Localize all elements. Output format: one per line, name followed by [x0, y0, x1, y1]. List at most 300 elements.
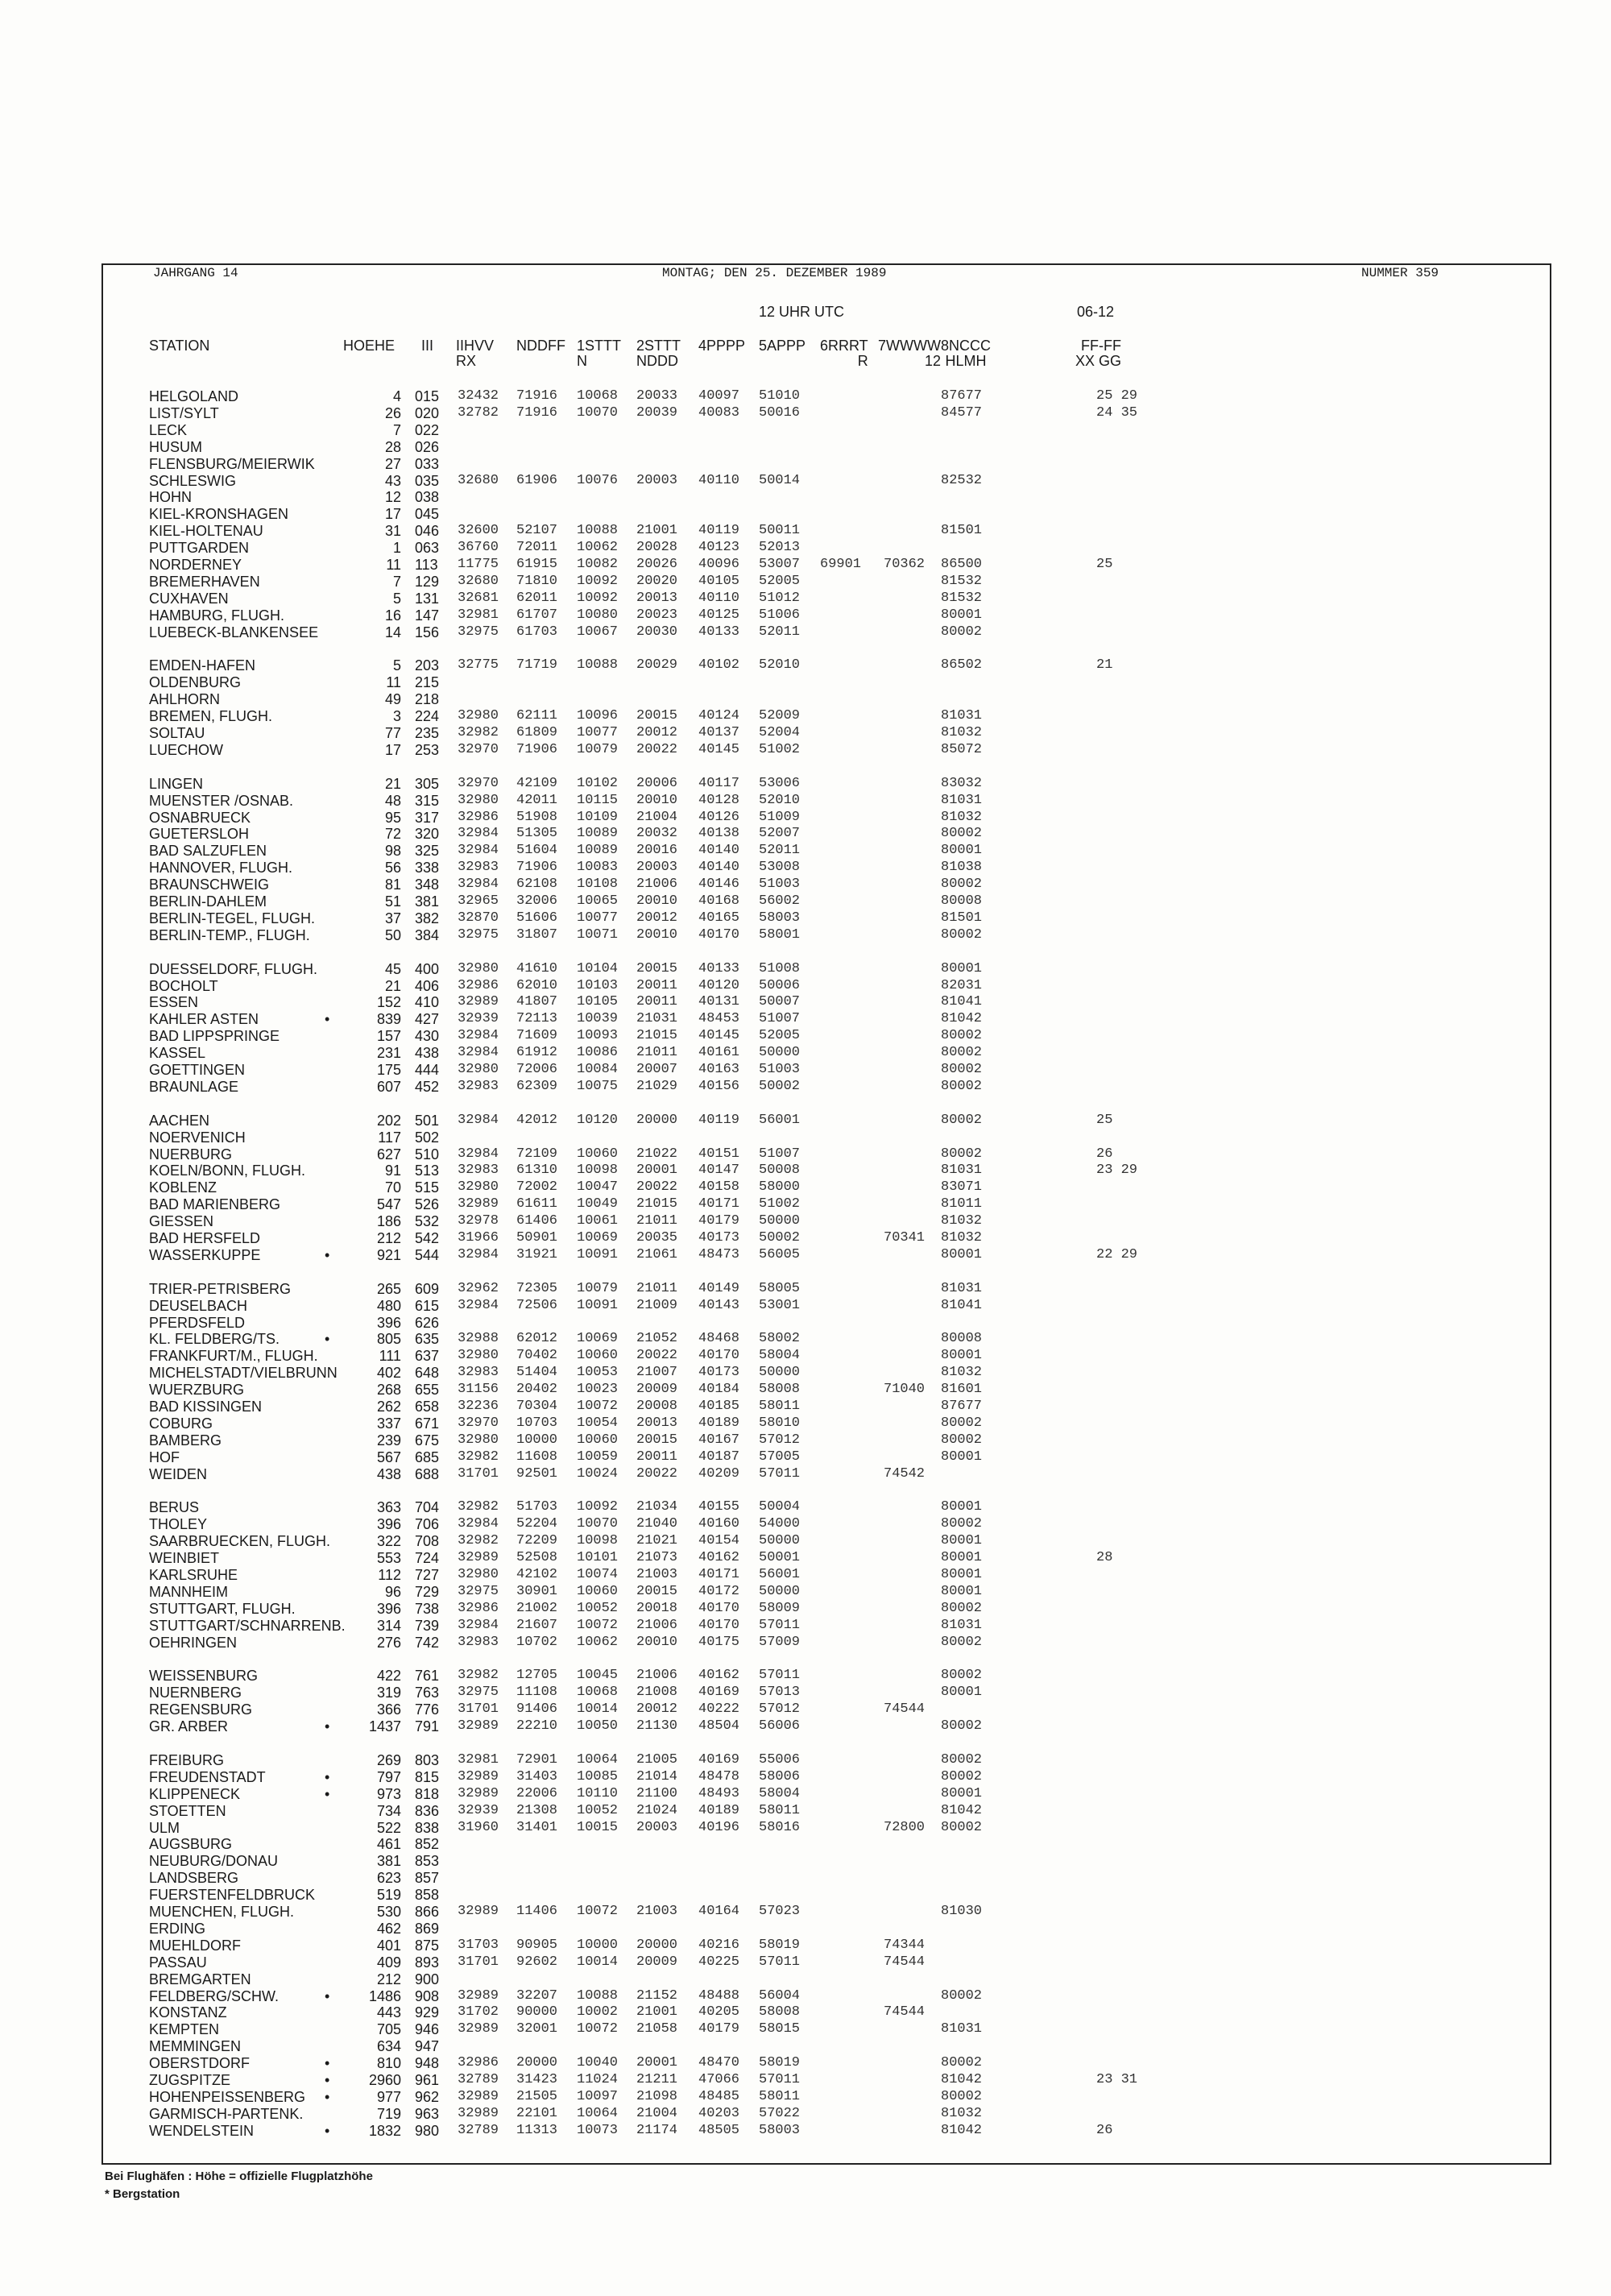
station-id: 791: [415, 1718, 440, 1735]
group-4: 20010: [636, 893, 678, 909]
table-row: [0, 1584, 1611, 1600]
station-name: CUXHAVEN: [149, 590, 229, 607]
group-3: 10000: [577, 1937, 619, 1953]
station-height: 438: [376, 1465, 401, 1482]
group-6: 58004: [759, 1785, 801, 1801]
group-9: 85072: [941, 741, 983, 757]
group-2: 11406: [516, 1904, 558, 1919]
station-id: 852: [415, 1836, 440, 1853]
group-5: 40164: [698, 1904, 740, 1919]
station-height: 5: [392, 590, 401, 607]
station-height: 212: [376, 1230, 401, 1246]
group-5: 40169: [698, 1685, 740, 1701]
group-6: 58006: [759, 1768, 801, 1784]
group-2: 92602: [516, 1954, 558, 1970]
station-height: 396: [376, 1314, 401, 1331]
group-3: 10082: [577, 557, 619, 572]
group-4: 20013: [636, 1415, 678, 1431]
group-6: 51010: [759, 388, 801, 404]
station-id: 648: [415, 1365, 440, 1382]
group-5: 40168: [698, 893, 740, 909]
group-4: 21100: [636, 1785, 678, 1801]
group-6: 57012: [759, 1701, 801, 1718]
station-height: 31: [384, 523, 401, 540]
group-6: 51007: [759, 1011, 801, 1027]
group-3: 10070: [577, 404, 619, 421]
group-8: 71040: [884, 1382, 926, 1398]
group-6: 52011: [759, 624, 801, 640]
station-id: 626: [415, 1314, 440, 1331]
group-3: 10077: [577, 910, 619, 926]
station-height: 231: [376, 1045, 401, 1062]
station-id: 869: [415, 1920, 440, 1937]
table-row: [0, 439, 1611, 455]
station-id: 900: [415, 1971, 440, 1987]
station-id: 513: [415, 1163, 440, 1179]
station-name: KEMPTEN: [149, 2021, 220, 2038]
table-row: [0, 1146, 1611, 1163]
mountain-marker: •: [325, 2072, 330, 2088]
station-height: 719: [376, 2105, 401, 2122]
group-9: 80002: [941, 1062, 983, 1077]
group-4: 21014: [636, 1768, 678, 1784]
group-2: 21308: [516, 1802, 558, 1818]
station-id: 235: [415, 725, 440, 741]
group-9: 80001: [941, 1448, 983, 1465]
group-9: 80002: [941, 1634, 983, 1650]
group-6: 58000: [759, 1179, 801, 1196]
group-3: 10086: [577, 1045, 619, 1061]
group-4: 21003: [636, 1904, 678, 1919]
group-3: 10014: [577, 1701, 619, 1718]
group-6: 57009: [759, 1634, 801, 1650]
group-5: 48485: [698, 2088, 740, 2104]
station-id: 708: [415, 1533, 440, 1550]
station-height: 810: [376, 2055, 401, 2072]
group-3: 10069: [577, 1331, 619, 1347]
group-1: 32989: [458, 1718, 499, 1734]
group-2: 12705: [516, 1668, 558, 1684]
mountain-marker: •: [325, 1987, 330, 2004]
group-1: 32980: [458, 1348, 499, 1364]
station-height: 91: [384, 1163, 401, 1179]
group-1: 32980: [458, 960, 499, 976]
station-height: 409: [376, 1954, 401, 1971]
group-2: 72113: [516, 1011, 558, 1027]
group-5: 40196: [698, 1819, 740, 1835]
group-4: 21006: [636, 1617, 678, 1633]
table-row: [0, 1853, 1611, 1869]
group-1: 32984: [458, 1146, 499, 1162]
group-6: 58016: [759, 1819, 801, 1835]
group-4: 20023: [636, 607, 678, 623]
group-5: 40125: [698, 607, 740, 623]
group-9: 83071: [941, 1179, 983, 1196]
group-5: 40187: [698, 1448, 740, 1465]
group-2: 72506: [516, 1297, 558, 1313]
station-name: KOELN/BONN, FLUGH.: [149, 1163, 306, 1179]
group-1: 32236: [458, 1399, 499, 1414]
station-name: BAD MARIENBERG: [149, 1196, 281, 1213]
group-9: 80002: [941, 826, 983, 842]
group-3: 10053: [577, 1365, 619, 1381]
group-4: 20011: [636, 994, 678, 1010]
group-5: 48504: [698, 1718, 740, 1734]
mountain-marker: •: [325, 2122, 330, 2139]
group-3: 10092: [577, 590, 619, 606]
group-1: 32680: [458, 573, 499, 589]
group-5: 48470: [698, 2055, 740, 2071]
station-height: 48: [384, 792, 401, 809]
group-3: 10024: [577, 1465, 619, 1482]
group-2: 11608: [516, 1448, 558, 1465]
group-4: 21052: [636, 1331, 678, 1347]
group-5: 40151: [698, 1146, 740, 1162]
group-6: 57011: [759, 1954, 801, 1970]
group-3: 10110: [577, 1785, 619, 1801]
group-2: 21607: [516, 1617, 558, 1633]
group-2: 91406: [516, 1701, 558, 1718]
group-5: 40133: [698, 624, 740, 640]
group-1: 32986: [458, 809, 499, 825]
station-name: LINGEN: [149, 775, 204, 792]
group-5: 40110: [698, 472, 740, 488]
station-height: 72: [384, 826, 401, 843]
table-row: [0, 1028, 1611, 1044]
station-name: GUETERSLOH: [149, 826, 250, 843]
group-6: 58002: [759, 1331, 801, 1347]
group-10: 26: [1096, 1146, 1113, 1162]
group-3: 10091: [577, 1246, 619, 1262]
station-name: GIESSEN: [149, 1213, 214, 1230]
station-name: STOETTEN: [149, 1802, 226, 1819]
station-height: 553: [376, 1550, 401, 1567]
station-id: 526: [415, 1196, 440, 1213]
station-name: BERUS: [149, 1499, 200, 1516]
group-3: 10060: [577, 1583, 619, 1599]
station-id: 131: [415, 590, 440, 607]
group-9: 80002: [941, 624, 983, 640]
group-4: 21011: [636, 1045, 678, 1061]
group-4: 20015: [636, 960, 678, 976]
station-height: 314: [376, 1617, 401, 1634]
mountain-marker: •: [325, 1246, 330, 1263]
group-3: 10088: [577, 523, 619, 539]
group-6: 53008: [759, 860, 801, 876]
group-6: 50004: [759, 1499, 801, 1515]
station-id: 452: [415, 1078, 440, 1095]
group-9: 80002: [941, 1415, 983, 1431]
table-row: [0, 1196, 1611, 1212]
group-6: 58003: [759, 2122, 801, 2138]
group-4: 20007: [636, 1062, 678, 1077]
group-9: 80002: [941, 2055, 983, 2071]
col-g3: 1STTT N: [577, 338, 622, 369]
station-height: 607: [376, 1078, 401, 1095]
table-row: [0, 1230, 1611, 1246]
group-10: 25: [1096, 1112, 1113, 1128]
group-3: 10084: [577, 1062, 619, 1077]
station-id: 113: [415, 557, 438, 573]
group-10: 28: [1096, 1550, 1113, 1566]
station-id: 544: [415, 1246, 440, 1263]
group-1: 31701: [458, 1954, 499, 1970]
station-name: SCHLESWIG: [149, 472, 237, 489]
station-name: HOHN: [149, 489, 192, 506]
station-height: 17: [384, 741, 401, 758]
group-2: 51305: [516, 826, 558, 842]
group-10: 22 29: [1096, 1246, 1138, 1262]
group-9: 81031: [941, 1280, 983, 1296]
group-5: 40133: [698, 960, 740, 976]
table-row: [0, 994, 1611, 1010]
group-2: 92501: [516, 1465, 558, 1482]
group-9: 80002: [941, 1045, 983, 1061]
station-id: 857: [415, 1870, 440, 1887]
group-6: 58009: [759, 1600, 801, 1616]
group-6: 56006: [759, 1718, 801, 1734]
group-1: 32984: [458, 1617, 499, 1633]
group-2: 72006: [516, 1062, 558, 1077]
station-id: 929: [415, 2004, 440, 2021]
group-2: 21505: [516, 2088, 558, 2104]
station-name: HUSUM: [149, 438, 202, 455]
station-id: 218: [415, 691, 440, 708]
group-4: 20008: [636, 1399, 678, 1414]
group-4: 21004: [636, 809, 678, 825]
group-2: 62010: [516, 977, 558, 993]
group-6: 58001: [759, 926, 801, 943]
group-6: 50001: [759, 1550, 801, 1566]
group-3: 10052: [577, 1600, 619, 1616]
group-4: 20000: [636, 1937, 678, 1953]
station-height: 56: [384, 860, 401, 877]
group-9: 80002: [941, 1819, 983, 1835]
group-6: 51006: [759, 607, 801, 623]
group-3: 10076: [577, 472, 619, 488]
group-4: 21021: [636, 1533, 678, 1549]
station-height: 396: [376, 1600, 401, 1617]
station-name: ERDING: [149, 1920, 206, 1937]
group-1: 32980: [458, 1567, 499, 1582]
station-name: KOBLENZ: [149, 1179, 217, 1196]
group-9: 81032: [941, 1365, 983, 1381]
station-name: BAD SALZUFLEN: [149, 843, 267, 860]
group-1: 31702: [458, 2004, 499, 2020]
group-6: 52009: [759, 708, 801, 724]
group-10: 25: [1096, 557, 1113, 572]
col-station: STATION: [149, 338, 210, 354]
group-1: 11775: [458, 557, 499, 572]
group-5: 40173: [698, 1365, 740, 1381]
station-id: 046: [415, 523, 440, 540]
station-id: 510: [415, 1146, 440, 1163]
table-row: [0, 1348, 1611, 1364]
station-height: 322: [376, 1533, 401, 1550]
group-5: 40155: [698, 1499, 740, 1515]
group-9: 81031: [941, 792, 983, 808]
group-6: 51008: [759, 960, 801, 976]
group-3: 10088: [577, 657, 619, 673]
group-6: 57022: [759, 2105, 801, 2121]
group-4: 20020: [636, 573, 678, 589]
station-name: OLDENBURG: [149, 674, 242, 691]
group-5: 40145: [698, 741, 740, 757]
group-9: 80002: [941, 1768, 983, 1784]
station-name: HANNOVER, FLUGH.: [149, 860, 293, 877]
group-2: 31807: [516, 926, 558, 943]
station-id: 637: [415, 1348, 440, 1365]
group-9: 81042: [941, 1011, 983, 1027]
group-5: 48488: [698, 1987, 740, 2004]
station-id: 858: [415, 1887, 440, 1904]
station-name: DUESSELDORF, FLUGH.: [149, 960, 318, 977]
group-4: 20030: [636, 624, 678, 640]
group-8: 74544: [884, 1701, 926, 1718]
group-1: 32982: [458, 1668, 499, 1684]
group-5: 40096: [698, 557, 740, 572]
group-1: 32775: [458, 657, 499, 673]
group-8: 70341: [884, 1230, 926, 1245]
station-id: 609: [415, 1280, 440, 1297]
group-4: 20000: [636, 1112, 678, 1128]
group-1: 32983: [458, 860, 499, 876]
station-name: BAD HERSFELD: [149, 1230, 261, 1246]
group-6: 51007: [759, 1146, 801, 1162]
station-name: LECK: [149, 421, 188, 438]
station-name: SAARBRUECKEN, FLUGH.: [149, 1533, 331, 1550]
table-row: [0, 1011, 1611, 1027]
group-2: 52107: [516, 523, 558, 539]
group-5: 40172: [698, 1583, 740, 1599]
group-1: 32984: [458, 1112, 499, 1128]
station-name: LIST/SYLT: [149, 404, 219, 421]
group-4: 20016: [636, 843, 678, 859]
station-id: 675: [415, 1432, 440, 1448]
station-height: 567: [376, 1448, 401, 1465]
group-5: 47066: [698, 2072, 740, 2087]
station-name: FREUDENSTADT: [149, 1768, 266, 1785]
station-name: STUTTGART/SCHNARRENB.: [149, 1617, 346, 1634]
group-3: 10045: [577, 1668, 619, 1684]
table-row: [0, 961, 1611, 977]
table-row: [0, 708, 1611, 724]
group-6: 52010: [759, 657, 801, 673]
group-2: 61906: [516, 472, 558, 488]
group-9: 81601: [941, 1382, 983, 1398]
group-6: 52004: [759, 725, 801, 740]
group-5: 40119: [698, 1112, 740, 1128]
group-3: 10074: [577, 1567, 619, 1582]
station-height: 21: [384, 977, 401, 994]
station-height: 396: [376, 1516, 401, 1533]
group-6: 51012: [759, 590, 801, 606]
group-9: 80001: [941, 1785, 983, 1801]
group-3: 10073: [577, 2122, 619, 2138]
group-3: 10098: [577, 1533, 619, 1549]
station-name: THOLEY: [149, 1516, 208, 1533]
table-row: [0, 2021, 1611, 2037]
table-row: [0, 910, 1611, 926]
group-1: 32982: [458, 1499, 499, 1515]
group-3: 10040: [577, 2055, 619, 2071]
station-name: BAD LIPPSPRINGE: [149, 1028, 280, 1045]
table-row: [0, 1079, 1611, 1095]
group-1: 32989: [458, 994, 499, 1010]
station-height: 977: [376, 2088, 401, 2105]
group-4: 20033: [636, 388, 678, 404]
station-id: 325: [415, 843, 440, 860]
table-row: [0, 489, 1611, 505]
station-id: 658: [415, 1399, 440, 1415]
station-height: 152: [376, 994, 401, 1011]
group-4: 20003: [636, 1819, 678, 1835]
group-6: 53006: [759, 775, 801, 791]
group-9: 81041: [941, 1297, 983, 1313]
group-2: 42011: [516, 792, 558, 808]
station-height: 43: [384, 472, 401, 489]
station-id: 729: [415, 1583, 440, 1600]
table-row: [0, 1382, 1611, 1398]
group-2: 61703: [516, 624, 558, 640]
table-row: [0, 1618, 1611, 1634]
group-3: 10103: [577, 977, 619, 993]
group-5: 48493: [698, 1785, 740, 1801]
col-g4: 2STTT NDDD: [636, 338, 681, 369]
group-4: 20009: [636, 1954, 678, 1970]
group-4: 21007: [636, 1365, 678, 1381]
group-1: 32983: [458, 1634, 499, 1650]
group-5: 40123: [698, 540, 740, 556]
col-g7: 6RRRT R: [820, 338, 868, 369]
table-row: [0, 1668, 1611, 1684]
group-1: 32986: [458, 977, 499, 993]
group-3: 10059: [577, 1448, 619, 1465]
group-5: 40119: [698, 523, 740, 539]
table-row: [0, 1365, 1611, 1381]
station-height: 462: [376, 1920, 401, 1937]
group-9: 87677: [941, 388, 983, 404]
group-2: 71906: [516, 860, 558, 876]
group-4: 21009: [636, 1297, 678, 1313]
group-9: 86502: [941, 657, 983, 673]
group-1: 32989: [458, 1196, 499, 1212]
station-id: 215: [415, 674, 440, 691]
group-6: 56005: [759, 1246, 801, 1262]
group-4: 20015: [636, 1583, 678, 1599]
group-9: 80001: [941, 1583, 983, 1599]
table-row: [0, 1836, 1611, 1852]
group-6: 58011: [759, 1399, 801, 1414]
station-name: KASSEL: [149, 1045, 206, 1062]
station-name: NORDERNEY: [149, 557, 242, 573]
table-row: [0, 506, 1611, 522]
utc-label: 12 UHR UTC: [759, 304, 845, 320]
group-1: 32970: [458, 741, 499, 757]
station-name: NUERBURG: [149, 1146, 233, 1163]
group-6: 51002: [759, 741, 801, 757]
group-4: 20003: [636, 472, 678, 488]
group-9: 81031: [941, 708, 983, 724]
group-3: 10089: [577, 843, 619, 859]
group-5: 40205: [698, 2004, 740, 2020]
table-row: [0, 1701, 1611, 1718]
station-id: 035: [415, 472, 440, 489]
group-6: 58011: [759, 1802, 801, 1818]
col-g10: FF-FF XX GG: [1075, 338, 1122, 369]
group-6: 54000: [759, 1516, 801, 1532]
group-3: 10067: [577, 624, 619, 640]
